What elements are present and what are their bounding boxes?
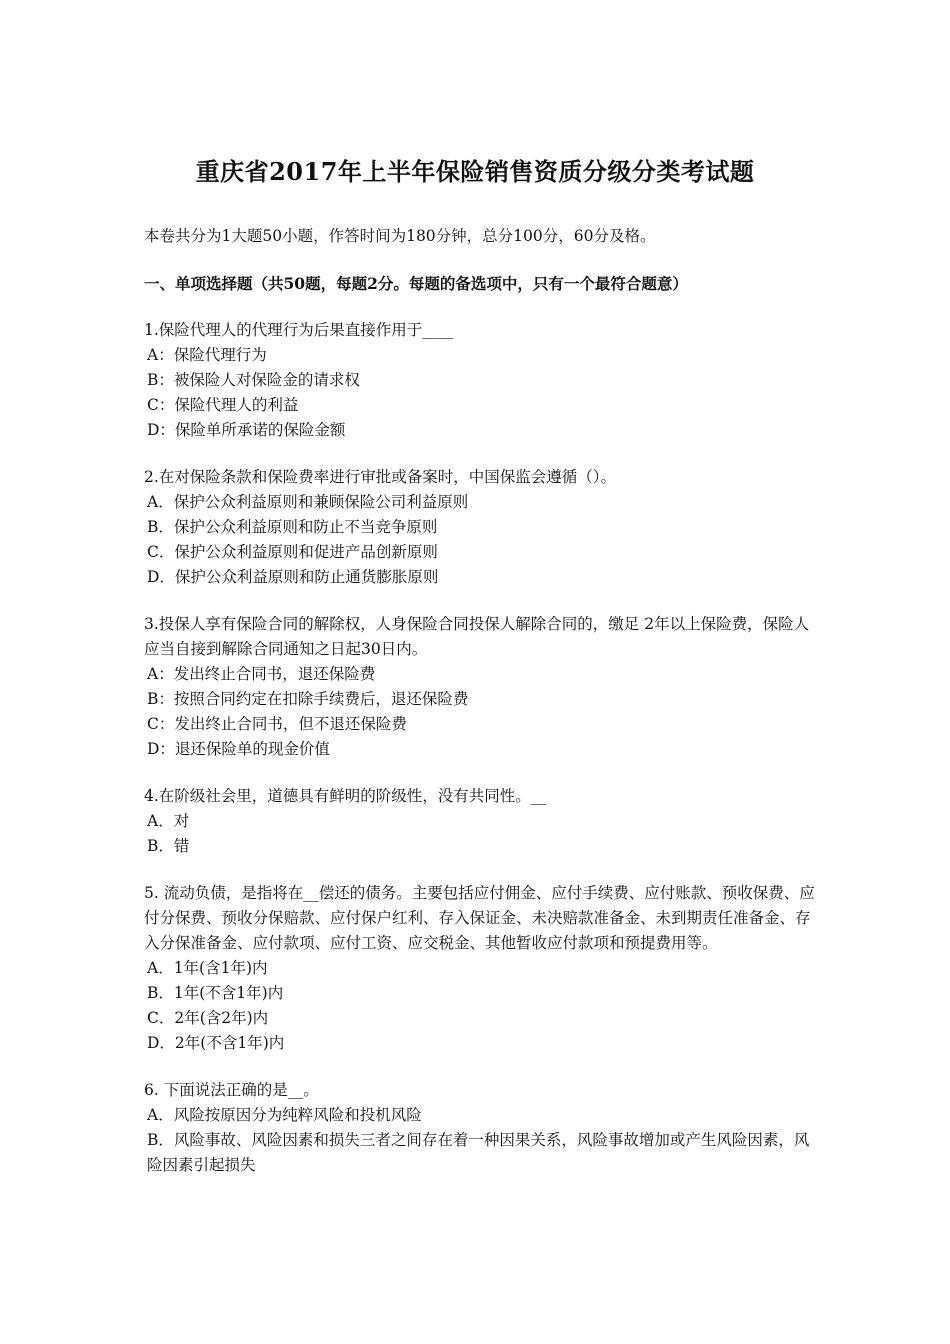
option-a: A：发出终止合同书，退还保险费 [147, 665, 376, 683]
question-stem: 1.保险代理人的代理行为后果直接作用于____ [144, 321, 454, 339]
option-b: B．错 [147, 837, 190, 855]
option-c: C：发出终止合同书，但不退还保险费 [147, 715, 407, 733]
option-c: C：保险代理人的利益 [147, 396, 299, 414]
option-b: B：被保险人对保险金的请求权 [147, 371, 360, 389]
document-body [144, 224, 824, 1200]
section-heading: 一、单项选择题（共50题，每题2分。每题的备选项中，只有一个最符合题意） [144, 274, 688, 293]
question-3 [144, 612, 824, 762]
question-stem: 4.在阶级社会里，道德具有鲜明的阶级性，没有共同性。__ [144, 787, 547, 805]
option-b: B：按照合同约定在扣除手续费后，退还保险费 [147, 690, 469, 708]
option-d: D：保险单所承诺的保险金额 [147, 421, 346, 439]
option-b: B．1年(不含1年)内 [147, 984, 284, 1002]
question-5 [144, 881, 824, 1056]
option-a: A．1年(含1年)内 [147, 959, 268, 977]
question-1 [144, 318, 824, 443]
option-a: A：保险代理行为 [147, 346, 267, 364]
question-4 [144, 784, 824, 859]
option-d: D：退还保险单的现金价值 [147, 740, 330, 758]
exam-intro: 本卷共分为1大题50小题，作答时间为180分钟，总分100分，60分及格。 [144, 227, 656, 245]
option-d: D．保护公众利益原则和防止通货膨胀原则 [147, 568, 439, 586]
question-stem: 3.投保人享有保险合同的解除权，人身保险合同投保人解除合同的，缴足 2年以上保险费，保险人应当自接到解除合同通知之日起30日内。 [144, 615, 810, 658]
question-6 [144, 1078, 824, 1178]
question-stem: 5. 流动负债，是指将在__偿还的债务。主要包括应付佣金、应付手续费、应付账款、预收保费、应付分保费、预收分保赔款、应付保户红利、存入保证金、未决赔款准备金、未到期责任准备金、存入分保准备金、应付款项、应付工资、应交税金、其他暂收应付款项和预提费用等。 [144, 884, 815, 952]
question-2 [144, 465, 824, 590]
option-a: A．对 [147, 812, 190, 830]
option-c: C．2年(含2年)内 [147, 1009, 269, 1027]
option-a: A．风险按原因分为纯粹风险和投机风险 [147, 1106, 422, 1124]
option-d: D．2年(不含1年)内 [147, 1034, 285, 1052]
option-a: A．保护公众利益原则和兼顾保险公司利益原则 [147, 493, 469, 511]
option-b: B．风险事故、风险因素和损失三者之间存在着一种因果关系，风险事故增加或产生风险因素，风险因素引起损失 [147, 1131, 810, 1174]
question-stem: 6. 下面说法正确的是__。 [144, 1081, 319, 1099]
question-stem: 2.在对保险条款和保险费率进行审批或备案时，中国保监会遵循（）。 [144, 468, 617, 486]
option-c: C．保护公众利益原则和促进产品创新原则 [147, 543, 438, 561]
option-b: B．保护公众利益原则和防止不当竞争原则 [147, 518, 438, 536]
document-title: 重庆省2017年上半年保险销售资质分级分类考试题 [195, 157, 755, 186]
